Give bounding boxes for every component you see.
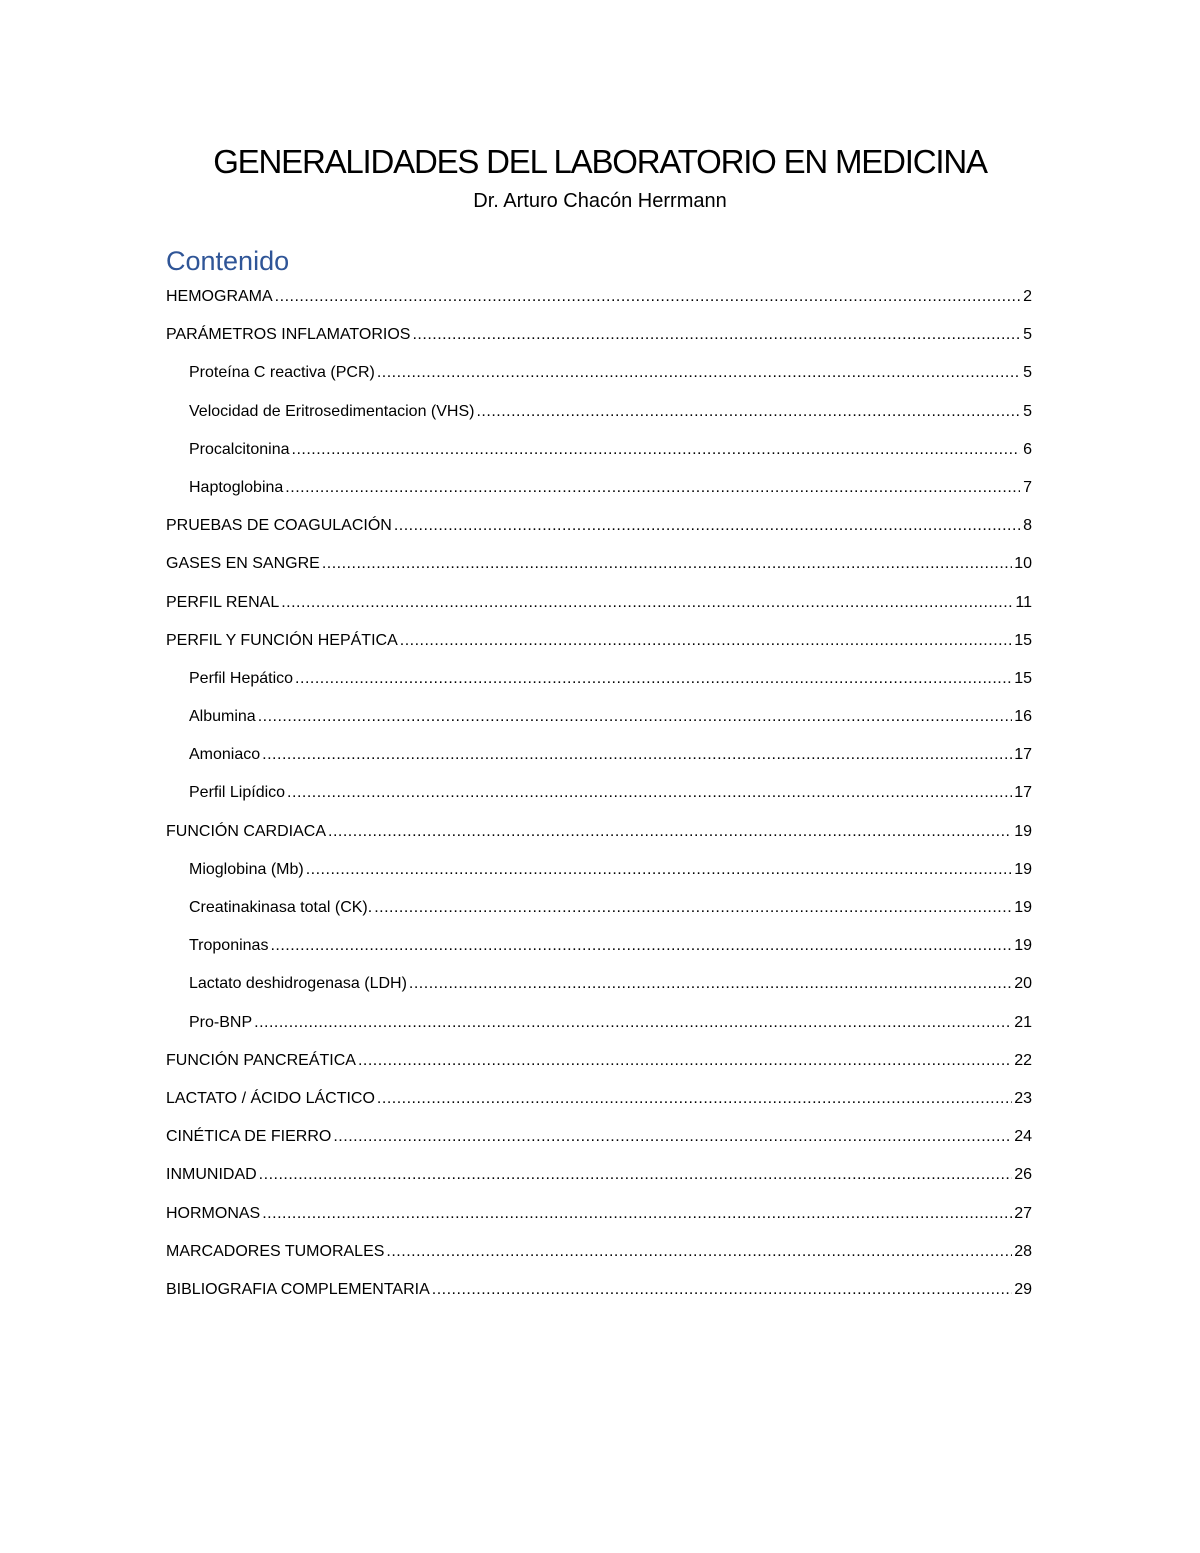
- toc-entry-page: 16: [1014, 708, 1032, 726]
- toc-entry-leader: [432, 1277, 1012, 1303]
- toc-entry[interactable]: [166, 742, 1032, 780]
- document-author: Dr. Arturo Chacón Herrmann: [473, 190, 727, 212]
- toc-entry-page: 17: [1014, 784, 1032, 802]
- toc-entry-leader: [374, 895, 1012, 921]
- toc-entry[interactable]: [166, 1086, 1032, 1124]
- toc-entry-page: 29: [1014, 1280, 1032, 1298]
- toc-entry[interactable]: [166, 819, 1032, 857]
- toc-entry-page: 19: [1014, 822, 1032, 840]
- toc-entry-leader: [322, 551, 1012, 577]
- toc-entry-leader: [285, 475, 1020, 501]
- document-title: GENERALIDADES DEL LABORATORIO EN MEDICINA: [213, 143, 987, 180]
- toc-entry-label: BIBLIOGRAFIA COMPLEMENTARIA: [166, 1280, 430, 1298]
- toc-entry-label: Procalcitonina: [189, 440, 290, 458]
- toc-entry-label: Perfil Hepático: [189, 669, 294, 687]
- toc-entry-leader: [409, 971, 1012, 997]
- toc-entry-leader: [259, 1162, 1013, 1188]
- toc-entry-leader: [258, 704, 1013, 730]
- toc-entry-page: 23: [1014, 1089, 1032, 1107]
- toc-entry-leader: [295, 666, 1012, 692]
- toc-entry-leader: [306, 857, 1012, 883]
- toc-entry-page: 28: [1014, 1242, 1032, 1260]
- toc-entry-page: 26: [1014, 1166, 1032, 1184]
- toc-entry-label: PARÁMETROS INFLAMATORIOS: [166, 326, 411, 344]
- toc-entry[interactable]: [166, 857, 1032, 895]
- toc-entry-leader: [262, 1201, 1012, 1227]
- toc-entry[interactable]: [166, 1124, 1032, 1162]
- toc-entry[interactable]: [166, 475, 1032, 513]
- toc-entry-label: Albumina: [189, 708, 256, 726]
- toc-entry-label: Lactato deshidrogenasa (LDH): [189, 975, 407, 993]
- toc-entry-page: 10: [1014, 555, 1032, 573]
- toc-entry[interactable]: [166, 284, 1032, 322]
- toc-entry-leader: [386, 1239, 1012, 1265]
- toc-entry-label: Haptoglobina: [189, 478, 284, 496]
- toc-entry-page: 21: [1014, 1013, 1032, 1031]
- toc-entry-leader: [476, 399, 1020, 425]
- toc-entry[interactable]: [166, 322, 1032, 360]
- toc-entry-page: 17: [1014, 746, 1032, 764]
- toc-entry-label: Creatinakinasa total (CK).: [189, 899, 373, 916]
- toc-entry[interactable]: [166, 780, 1032, 818]
- toc-entry-page: 5: [1023, 326, 1032, 344]
- toc-entry-leader: [400, 628, 1012, 654]
- table-of-contents: [166, 284, 1032, 1315]
- toc-entry-page: 7: [1023, 478, 1032, 496]
- toc-entry-leader: [292, 437, 1021, 463]
- toc-entry-page: 20: [1014, 975, 1032, 993]
- toc-entry-label: Pro-BNP: [189, 1013, 253, 1031]
- toc-entry[interactable]: [166, 1162, 1032, 1200]
- toc-entry-page: 19: [1014, 860, 1032, 878]
- toc-entry-leader: [333, 1124, 1012, 1150]
- toc-entry-label: FUNCIÓN CARDIACA: [166, 822, 327, 840]
- toc-entry-label: PERFIL RENAL: [166, 593, 280, 611]
- toc-entry-page: 22: [1014, 1051, 1032, 1069]
- toc-entry-leader: [328, 819, 1012, 845]
- toc-entry[interactable]: [166, 1201, 1032, 1239]
- toc-entry-leader: [412, 322, 1020, 348]
- toc-entry[interactable]: [166, 666, 1032, 704]
- toc-entry[interactable]: [166, 551, 1032, 589]
- toc-entry[interactable]: [166, 360, 1032, 398]
- toc-entry-label: INMUNIDAD: [166, 1166, 257, 1184]
- toc-entry[interactable]: [166, 1239, 1032, 1277]
- toc-entry-leader: [281, 590, 1013, 616]
- toc-entry-label: Troponinas: [189, 937, 269, 955]
- toc-entry-label: Velocidad de Eritrosedimentacion (VHS): [189, 402, 475, 420]
- toc-entry-label: Mioglobina (Mb): [189, 860, 304, 878]
- toc-entry-leader: [287, 780, 1012, 806]
- toc-entry-label: LACTATO / ÁCIDO LÁCTICO: [166, 1089, 375, 1107]
- toc-entry-leader: [358, 1048, 1012, 1074]
- toc-entry-page: 6: [1023, 440, 1032, 458]
- toc-entry-page: 5: [1023, 402, 1032, 420]
- toc-entry-label: HORMONAS: [166, 1204, 261, 1222]
- toc-entry-label: MARCADORES TUMORALES: [166, 1242, 385, 1260]
- toc-entry[interactable]: [166, 399, 1032, 437]
- toc-entry[interactable]: [166, 1277, 1032, 1315]
- toc-entry-page: 5: [1023, 364, 1032, 382]
- toc-entry-leader: [275, 284, 1020, 310]
- toc-entry[interactable]: [166, 971, 1032, 1009]
- toc-entry[interactable]: [166, 590, 1032, 628]
- toc-entry-page: 19: [1014, 937, 1032, 955]
- toc-entry-label: Proteína C reactiva (PCR): [189, 364, 375, 382]
- toc-entry-label: Amoniaco: [189, 746, 261, 764]
- toc-entry[interactable]: [166, 895, 1032, 933]
- toc-entry-label: PERFIL Y FUNCIÓN HEPÁTICA: [166, 631, 398, 649]
- toc-entry-page: 19: [1014, 899, 1032, 916]
- toc-entry[interactable]: [166, 704, 1032, 742]
- toc-entry-label: Perfil Lipídico: [189, 784, 286, 802]
- toc-heading: Contenido: [166, 246, 290, 276]
- toc-entry-label: CINÉTICA DE FIERRO: [166, 1128, 332, 1146]
- toc-entry-page: 27: [1014, 1204, 1032, 1222]
- toc-entry-leader: [377, 360, 1020, 386]
- toc-entry-label: GASES EN SANGRE: [166, 555, 320, 573]
- toc-entry-leader: [254, 1010, 1012, 1036]
- toc-entry-page: 11: [1015, 593, 1032, 611]
- toc-entry-leader: [394, 513, 1020, 539]
- toc-entry-label: FUNCIÓN PANCREÁTICA: [166, 1051, 356, 1069]
- toc-entry[interactable]: [166, 933, 1032, 971]
- toc-entry[interactable]: [166, 513, 1032, 551]
- toc-entry-leader: [270, 933, 1012, 959]
- toc-entry-page: 24: [1014, 1128, 1032, 1146]
- toc-entry-label: HEMOGRAMA: [166, 288, 273, 305]
- toc-entry-leader: [377, 1086, 1012, 1112]
- toc-entry-page: 15: [1014, 669, 1032, 687]
- toc-entry-page: 2: [1023, 288, 1032, 305]
- toc-entry[interactable]: [166, 1048, 1032, 1086]
- toc-entry[interactable]: [166, 437, 1032, 475]
- toc-entry-label: PRUEBAS DE COAGULACIÓN: [166, 517, 392, 535]
- toc-entry-page: 8: [1023, 517, 1032, 535]
- toc-entry-leader: [262, 742, 1012, 768]
- toc-entry[interactable]: [166, 628, 1032, 666]
- toc-entry[interactable]: [166, 1010, 1032, 1048]
- toc-entry-page: 15: [1014, 631, 1032, 649]
